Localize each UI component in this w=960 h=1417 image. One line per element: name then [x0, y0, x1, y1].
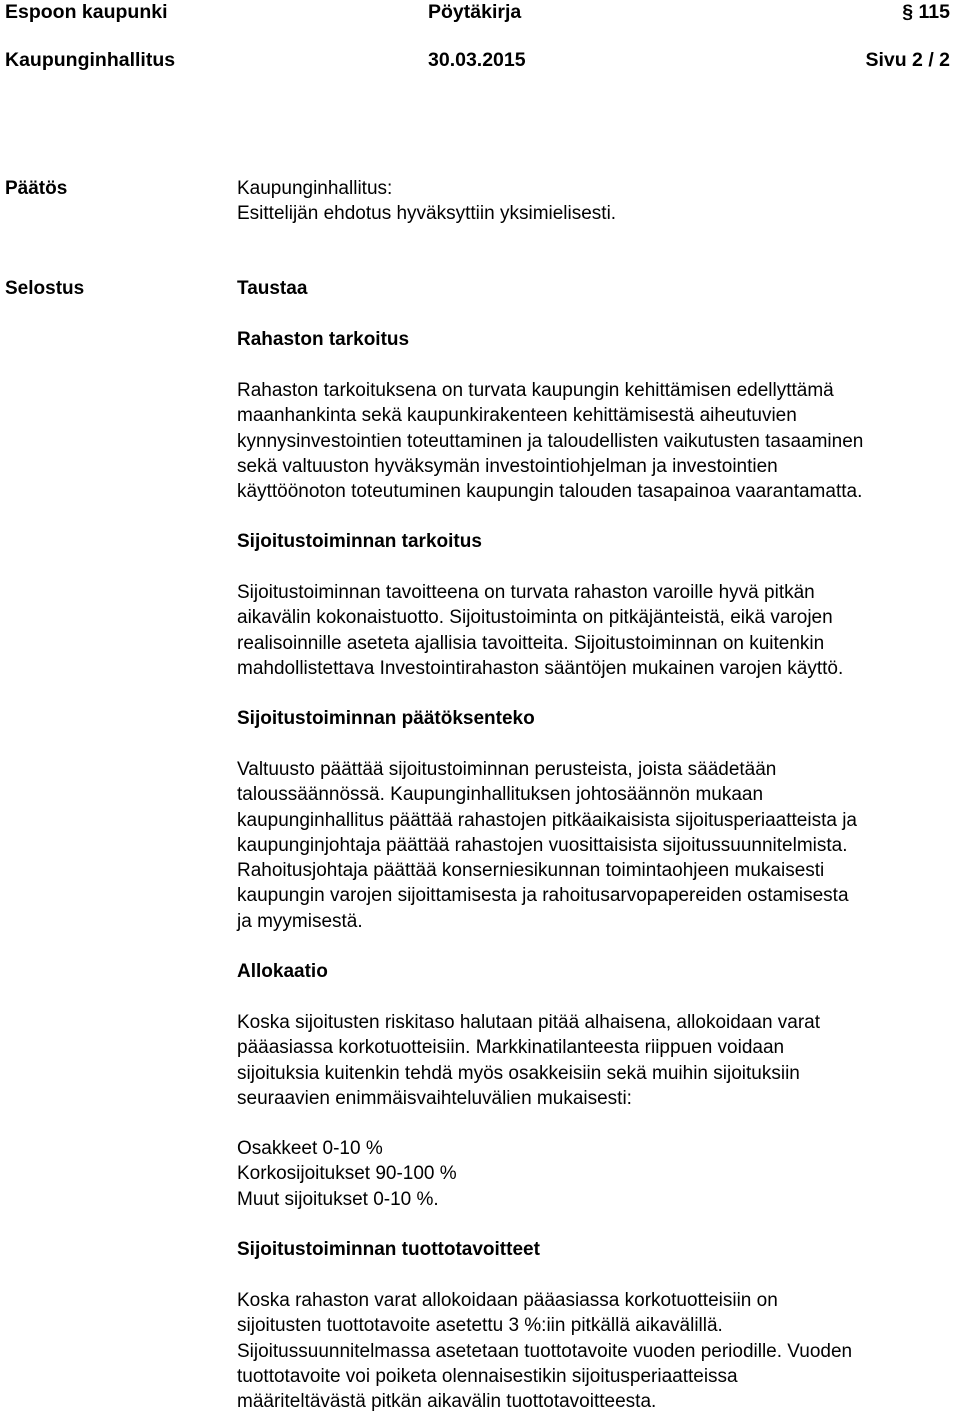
paragraph-line: Sijoitussuunnitelmassa asetetaan tuottotavoite vuoden periodille. Vuoden — [237, 1340, 853, 1362]
document-type: Pöytäkirja — [428, 1, 522, 23]
page-number: Sivu 2 / 2 — [865, 49, 950, 71]
paragraph — [237, 757, 959, 934]
decision-line: Kaupunginhallitus: — [237, 178, 393, 199]
paragraph-line: tuottotavoite voi poiketa olennaisestikin sijoitusperiaatteissa — [237, 1365, 738, 1387]
decision-label: Päätös — [5, 178, 68, 199]
paragraph-line: Rahoitusjohtaja päättää konserniesikunnan toimintaohjeen mukaisesti — [237, 860, 825, 882]
header-row-1 — [0, 0, 960, 26]
section-heading: Sijoitustoiminnan tuottotavoitteet — [237, 1239, 540, 1260]
org-name: Espoon kaupunki — [5, 1, 168, 23]
explanation-label: Selostus — [5, 278, 85, 299]
paragraph-line: Koska sijoitusten riskitaso halutaan pitää alhaisena, allokoidaan varat — [237, 1012, 821, 1033]
decision-line: Esittelijän ehdotus hyväksyttiin yksimielisesti. — [237, 203, 617, 225]
paragraph-line: kynnysinvestointien toteuttaminen ja taloudellisten vaikutusten tasaaminen — [237, 430, 864, 452]
paragraph-line: sekä valtuuston hyväksymän investointiohjelman ja investointien — [237, 455, 778, 477]
paragraph-line: maanhankinta sekä kaupunkirakenteen kehittämisestä aiheutuvien — [237, 405, 797, 427]
governing-body: Kaupunginhallitus — [5, 49, 176, 71]
paragraph-line: Sijoitustoiminnan tavoitteena on turvata rahaston varoille hyvä pitkän — [237, 582, 815, 603]
allocation-item: Osakkeet 0-10 % — [237, 1138, 383, 1159]
paragraph-line: Valtuusto päättää sijoitustoiminnan perusteista, joista säädetään — [237, 759, 777, 780]
section-heading: Sijoitustoiminnan päätöksenteko — [237, 708, 535, 729]
paragraph-line: pääasiassa korkotuotteisiin. Markkinatilanteesta riippuen voidaan — [237, 1037, 785, 1059]
paragraph-line: kaupunginjohtaja päättää rahastojen vuosittaisista sijoitussuunnitelmista. — [237, 834, 848, 856]
section-number: § 115 — [902, 1, 950, 23]
section-heading: Allokaatio — [237, 961, 328, 982]
paragraph-line: Koska rahaston varat allokoidaan pääasiassa korkotuotteisiin on — [237, 1290, 778, 1311]
section-heading: Rahaston tarkoitus — [237, 329, 410, 350]
allocation-item: Muut sijoitukset 0-10 %. — [237, 1188, 439, 1210]
paragraph — [237, 1288, 959, 1414]
meeting-date: 30.03.2015 — [428, 49, 526, 71]
section-heading: Sijoitustoiminnan tarkoitus — [237, 531, 482, 552]
decision-text — [237, 176, 957, 227]
header-row-2 — [0, 48, 960, 74]
allocation-list — [237, 1136, 959, 1212]
paragraph — [237, 580, 959, 681]
paragraph-line: aikavälin kokonaistuotto. Sijoitustoiminta on pitkäjänteistä, eikä varojen — [237, 607, 833, 629]
paragraph-line: kaupungin varojen sijoittamisesta ja rahoitusarvopapereiden ostamisesta — [237, 885, 849, 907]
allocation-item: Korkosijoitukset 90-100 % — [237, 1163, 457, 1185]
paragraph-line: mahdollistettava Investointirahaston sääntöjen mukainen varojen käyttö. — [237, 657, 844, 679]
explanation-title: Taustaa — [237, 278, 308, 299]
paragraph-line: taloussäännössä. Kaupunginhallituksen johtosäännön mukaan — [237, 784, 764, 806]
paragraph-line: Rahaston tarkoituksena on turvata kaupungin kehittämisen edellyttämä — [237, 380, 834, 401]
paragraph-line: kaupunginhallitus päättää rahastojen pitkäaikaisista sijoitusperiaatteista ja — [237, 809, 857, 831]
paragraph-line: sijoitusten tuottotavoite asetettu 3 %:iin pitkällä aikavälillä. — [237, 1315, 723, 1337]
paragraph-line: seuraavien enimmäisvaihteluvälien mukaisesti: — [237, 1087, 632, 1109]
paragraph-line: ja myymisestä. — [237, 910, 363, 932]
paragraph-line: sijoituksia kuitenkin tehdä myös osakkeisiin sekä muihin sijoituksiin — [237, 1062, 800, 1084]
paragraph — [237, 1010, 959, 1111]
paragraph-line: realisoinnille aseteta ajallisia tavoitteita. Sijoitustoiminnan on kuitenkin — [237, 632, 825, 654]
paragraph-line: määriteltävästä pitkän aikavälin tuottotavoitteesta. — [237, 1391, 657, 1413]
paragraph — [237, 378, 959, 504]
paragraph-line: käyttöönoton toteutuminen kaupungin talouden tasapainoa vaarantamatta. — [237, 481, 863, 503]
